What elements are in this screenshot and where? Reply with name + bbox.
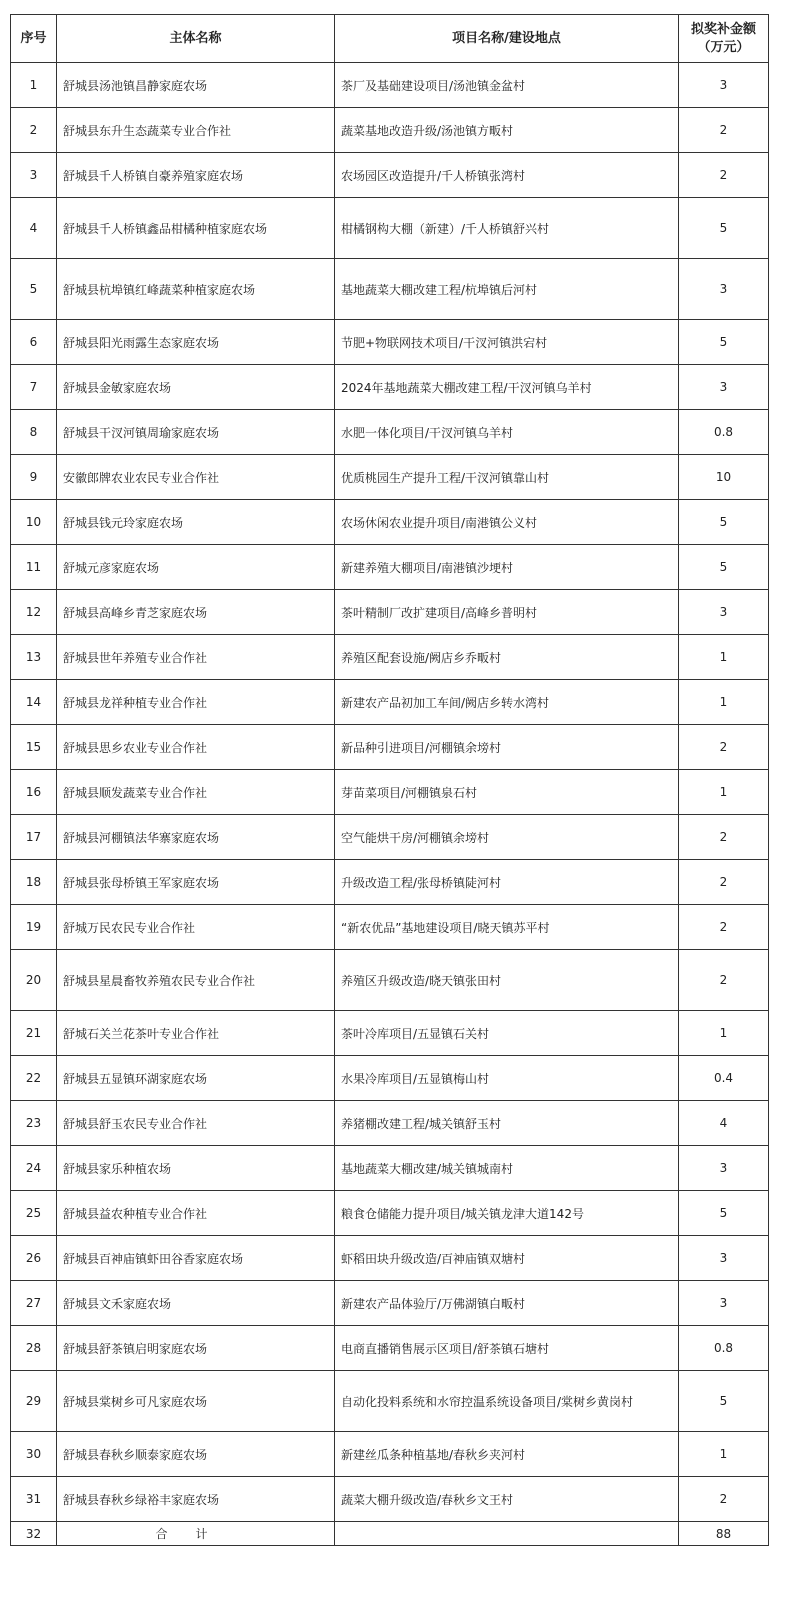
project-name: 新建农产品初加工车间/阙店乡转水湾村 <box>335 680 679 725</box>
row-number: 27 <box>11 1281 57 1326</box>
table-row <box>11 63 769 108</box>
total-project <box>335 1522 679 1546</box>
subsidy-amount: 3 <box>679 1146 769 1191</box>
row-number: 29 <box>11 1371 57 1432</box>
row-number: 28 <box>11 1326 57 1371</box>
entity-name: 安徽郎牌农业农民专业合作社 <box>57 455 335 500</box>
header-amount-line2: （万元） <box>697 39 750 55</box>
subsidy-amount: 2 <box>679 905 769 950</box>
project-name: “新农优品”基地建设项目/晓天镇苏平村 <box>335 905 679 950</box>
entity-name: 舒城石关兰花茶叶专业合作社 <box>57 1011 335 1056</box>
entity-name: 舒城县五显镇环湖家庭农场 <box>57 1056 335 1101</box>
subsidy-amount: 3 <box>679 365 769 410</box>
header-no: 序号 <box>11 15 57 63</box>
project-name: 蔬菜大棚升级改造/春秋乡文王村 <box>335 1477 679 1522</box>
subsidy-amount: 1 <box>679 770 769 815</box>
project-name: 茶叶冷库项目/五显镇石关村 <box>335 1011 679 1056</box>
row-number: 25 <box>11 1191 57 1236</box>
table-row <box>11 770 769 815</box>
table-row <box>11 198 769 259</box>
subsidy-amount: 5 <box>679 320 769 365</box>
table-row <box>11 1191 769 1236</box>
entity-name: 舒城县舒茶镇启明家庭农场 <box>57 1326 335 1371</box>
table-row <box>11 365 769 410</box>
row-number: 26 <box>11 1236 57 1281</box>
entity-name: 舒城县东升生态蔬菜专业合作社 <box>57 108 335 153</box>
subsidy-amount: 3 <box>679 1281 769 1326</box>
entity-name: 舒城县文禾家庭农场 <box>57 1281 335 1326</box>
subsidy-amount: 5 <box>679 1191 769 1236</box>
project-name: 2024年基地蔬菜大棚改建工程/干汊河镇乌羊村 <box>335 365 679 410</box>
subsidy-amount: 5 <box>679 198 769 259</box>
subsidy-amount: 2 <box>679 860 769 905</box>
subsidy-amount: 0.8 <box>679 1326 769 1371</box>
subsidy-amount: 5 <box>679 545 769 590</box>
row-number: 10 <box>11 500 57 545</box>
subsidy-amount: 3 <box>679 259 769 320</box>
entity-name: 舒城县河棚镇法华寨家庭农场 <box>57 815 335 860</box>
entity-name: 舒城县金敏家庭农场 <box>57 365 335 410</box>
project-name: 茶厂及基础建设项目/汤池镇金盆村 <box>335 63 679 108</box>
table-row <box>11 1371 769 1432</box>
table-row <box>11 1146 769 1191</box>
row-number: 30 <box>11 1432 57 1477</box>
subsidy-amount: 2 <box>679 950 769 1011</box>
header-row <box>11 15 769 63</box>
project-name: 新建丝瓜条种植基地/春秋乡夹河村 <box>335 1432 679 1477</box>
table-row <box>11 1432 769 1477</box>
total-amount: 88 <box>679 1522 769 1546</box>
subsidy-amount: 0.4 <box>679 1056 769 1101</box>
project-name: 自动化投料系统和水帘控温系统设备项目/棠树乡黄岗村 <box>335 1371 679 1432</box>
table-row <box>11 1326 769 1371</box>
subsidy-amount: 2 <box>679 1477 769 1522</box>
entity-name: 舒城县益农种植专业合作社 <box>57 1191 335 1236</box>
row-number: 1 <box>11 63 57 108</box>
table-row <box>11 1281 769 1326</box>
row-number: 17 <box>11 815 57 860</box>
row-number: 9 <box>11 455 57 500</box>
table-row <box>11 500 769 545</box>
subsidy-amount: 5 <box>679 1371 769 1432</box>
total-number: 32 <box>11 1522 57 1546</box>
project-name: 基地蔬菜大棚改建工程/杭埠镇后河村 <box>335 259 679 320</box>
entity-name: 舒城县千人桥镇自豪养殖家庭农场 <box>57 153 335 198</box>
header-name: 主体名称 <box>57 15 335 63</box>
table-row <box>11 680 769 725</box>
project-name: 茶叶精制厂改扩建项目/高峰乡普明村 <box>335 590 679 635</box>
subsidy-amount: 1 <box>679 1432 769 1477</box>
row-number: 4 <box>11 198 57 259</box>
entity-name: 舒城县高峰乡青芝家庭农场 <box>57 590 335 635</box>
entity-name: 舒城元彦家庭农场 <box>57 545 335 590</box>
subsidy-amount: 3 <box>679 63 769 108</box>
project-name: 养殖区升级改造/晓天镇张田村 <box>335 950 679 1011</box>
row-number: 19 <box>11 905 57 950</box>
project-name: 养猪棚改建工程/城关镇舒玉村 <box>335 1101 679 1146</box>
row-number: 16 <box>11 770 57 815</box>
entity-name: 舒城县思乡农业专业合作社 <box>57 725 335 770</box>
project-name: 空气能烘干房/河棚镇余塝村 <box>335 815 679 860</box>
subsidy-amount: 10 <box>679 455 769 500</box>
project-name: 养殖区配套设施/阙店乡乔畈村 <box>335 635 679 680</box>
entity-name: 舒城县张母桥镇王军家庭农场 <box>57 860 335 905</box>
table-row <box>11 455 769 500</box>
entity-name: 舒城县阳光雨露生态家庭农场 <box>57 320 335 365</box>
row-number: 21 <box>11 1011 57 1056</box>
entity-name: 舒城县棠树乡可凡家庭农场 <box>57 1371 335 1432</box>
project-name: 升级改造工程/张母桥镇陡河村 <box>335 860 679 905</box>
subsidy-amount: 2 <box>679 725 769 770</box>
table-row <box>11 1236 769 1281</box>
row-number: 8 <box>11 410 57 455</box>
entity-name: 舒城县杭埠镇红峰蔬菜种植家庭农场 <box>57 259 335 320</box>
project-name: 基地蔬菜大棚改建/城关镇城南村 <box>335 1146 679 1191</box>
row-number: 5 <box>11 259 57 320</box>
total-row <box>11 1522 769 1546</box>
row-number: 22 <box>11 1056 57 1101</box>
subsidy-amount: 5 <box>679 500 769 545</box>
entity-name: 舒城县舒玉农民专业合作社 <box>57 1101 335 1146</box>
total-label: 合计 <box>57 1522 335 1546</box>
header-amount-line1: 拟奖补金额 <box>690 21 756 37</box>
project-name: 农场休闲农业提升项目/南港镇公义村 <box>335 500 679 545</box>
row-number: 13 <box>11 635 57 680</box>
table-row <box>11 410 769 455</box>
subsidy-amount: 3 <box>679 590 769 635</box>
subsidy-amount: 1 <box>679 1011 769 1056</box>
project-name: 节肥+物联网技术项目/干汊河镇洪宕村 <box>335 320 679 365</box>
row-number: 6 <box>11 320 57 365</box>
table-row <box>11 725 769 770</box>
entity-name: 舒城县世年养殖专业合作社 <box>57 635 335 680</box>
entity-name: 舒城县家乐种植农场 <box>57 1146 335 1191</box>
project-name: 新建农产品体验厅/万佛湖镇白畈村 <box>335 1281 679 1326</box>
project-name: 蔬菜基地改造升级/汤池镇方畈村 <box>335 108 679 153</box>
subsidy-amount: 2 <box>679 153 769 198</box>
project-name: 电商直播销售展示区项目/舒茶镇石塘村 <box>335 1326 679 1371</box>
table-row <box>11 635 769 680</box>
project-name: 水果冷库项目/五显镇梅山村 <box>335 1056 679 1101</box>
row-number: 7 <box>11 365 57 410</box>
subsidy-table <box>10 14 769 1546</box>
subsidy-amount: 2 <box>679 108 769 153</box>
subsidy-amount: 1 <box>679 680 769 725</box>
row-number: 3 <box>11 153 57 198</box>
table-row <box>11 815 769 860</box>
subsidy-amount: 2 <box>679 815 769 860</box>
project-name: 优质桃园生产提升工程/干汊河镇靠山村 <box>335 455 679 500</box>
project-name: 芽苗菜项目/河棚镇泉石村 <box>335 770 679 815</box>
entity-name: 舒城县春秋乡绿裕丰家庭农场 <box>57 1477 335 1522</box>
project-name: 农场园区改造提升/千人桥镇张湾村 <box>335 153 679 198</box>
table-body <box>11 63 769 1546</box>
table-row <box>11 545 769 590</box>
row-number: 31 <box>11 1477 57 1522</box>
entity-name: 舒城县百神庙镇虾田谷香家庭农场 <box>57 1236 335 1281</box>
row-number: 12 <box>11 590 57 635</box>
row-number: 20 <box>11 950 57 1011</box>
table-row <box>11 1101 769 1146</box>
entity-name: 舒城县汤池镇昌静家庭农场 <box>57 63 335 108</box>
entity-name: 舒城县顺发蔬菜专业合作社 <box>57 770 335 815</box>
table-row <box>11 108 769 153</box>
header-amount <box>679 15 769 63</box>
entity-name: 舒城县星晨畜牧养殖农民专业合作社 <box>57 950 335 1011</box>
entity-name: 舒城县钱元玲家庭农场 <box>57 500 335 545</box>
subsidy-amount: 0.8 <box>679 410 769 455</box>
table-row <box>11 259 769 320</box>
table-row <box>11 905 769 950</box>
project-name: 新品种引进项目/河棚镇余塝村 <box>335 725 679 770</box>
entity-name: 舒城万民农民专业合作社 <box>57 905 335 950</box>
subsidy-amount: 4 <box>679 1101 769 1146</box>
entity-name: 舒城县春秋乡顺泰家庭农场 <box>57 1432 335 1477</box>
table-row <box>11 153 769 198</box>
row-number: 23 <box>11 1101 57 1146</box>
project-name: 虾稻田块升级改造/百神庙镇双塘村 <box>335 1236 679 1281</box>
table-row <box>11 320 769 365</box>
project-name: 粮食仓储能力提升项目/城关镇龙津大道142号 <box>335 1191 679 1236</box>
row-number: 15 <box>11 725 57 770</box>
project-name: 水肥一体化项目/干汊河镇乌羊村 <box>335 410 679 455</box>
table-row <box>11 860 769 905</box>
table-row <box>11 1056 769 1101</box>
entity-name: 舒城县龙祥种植专业合作社 <box>57 680 335 725</box>
table-row <box>11 1011 769 1056</box>
row-number: 18 <box>11 860 57 905</box>
header-project: 项目名称/建设地点 <box>335 15 679 63</box>
table-row <box>11 1477 769 1522</box>
entity-name: 舒城县千人桥镇鑫品柑橘种植家庭农场 <box>57 198 335 259</box>
subsidy-amount: 1 <box>679 635 769 680</box>
table-row <box>11 950 769 1011</box>
row-number: 11 <box>11 545 57 590</box>
subsidy-amount: 3 <box>679 1236 769 1281</box>
entity-name: 舒城县干汊河镇周瑜家庭农场 <box>57 410 335 455</box>
row-number: 24 <box>11 1146 57 1191</box>
row-number: 2 <box>11 108 57 153</box>
table-row <box>11 590 769 635</box>
row-number: 14 <box>11 680 57 725</box>
project-name: 柑橘钢构大棚（新建）/千人桥镇舒兴村 <box>335 198 679 259</box>
project-name: 新建养殖大棚项目/南港镇沙埂村 <box>335 545 679 590</box>
